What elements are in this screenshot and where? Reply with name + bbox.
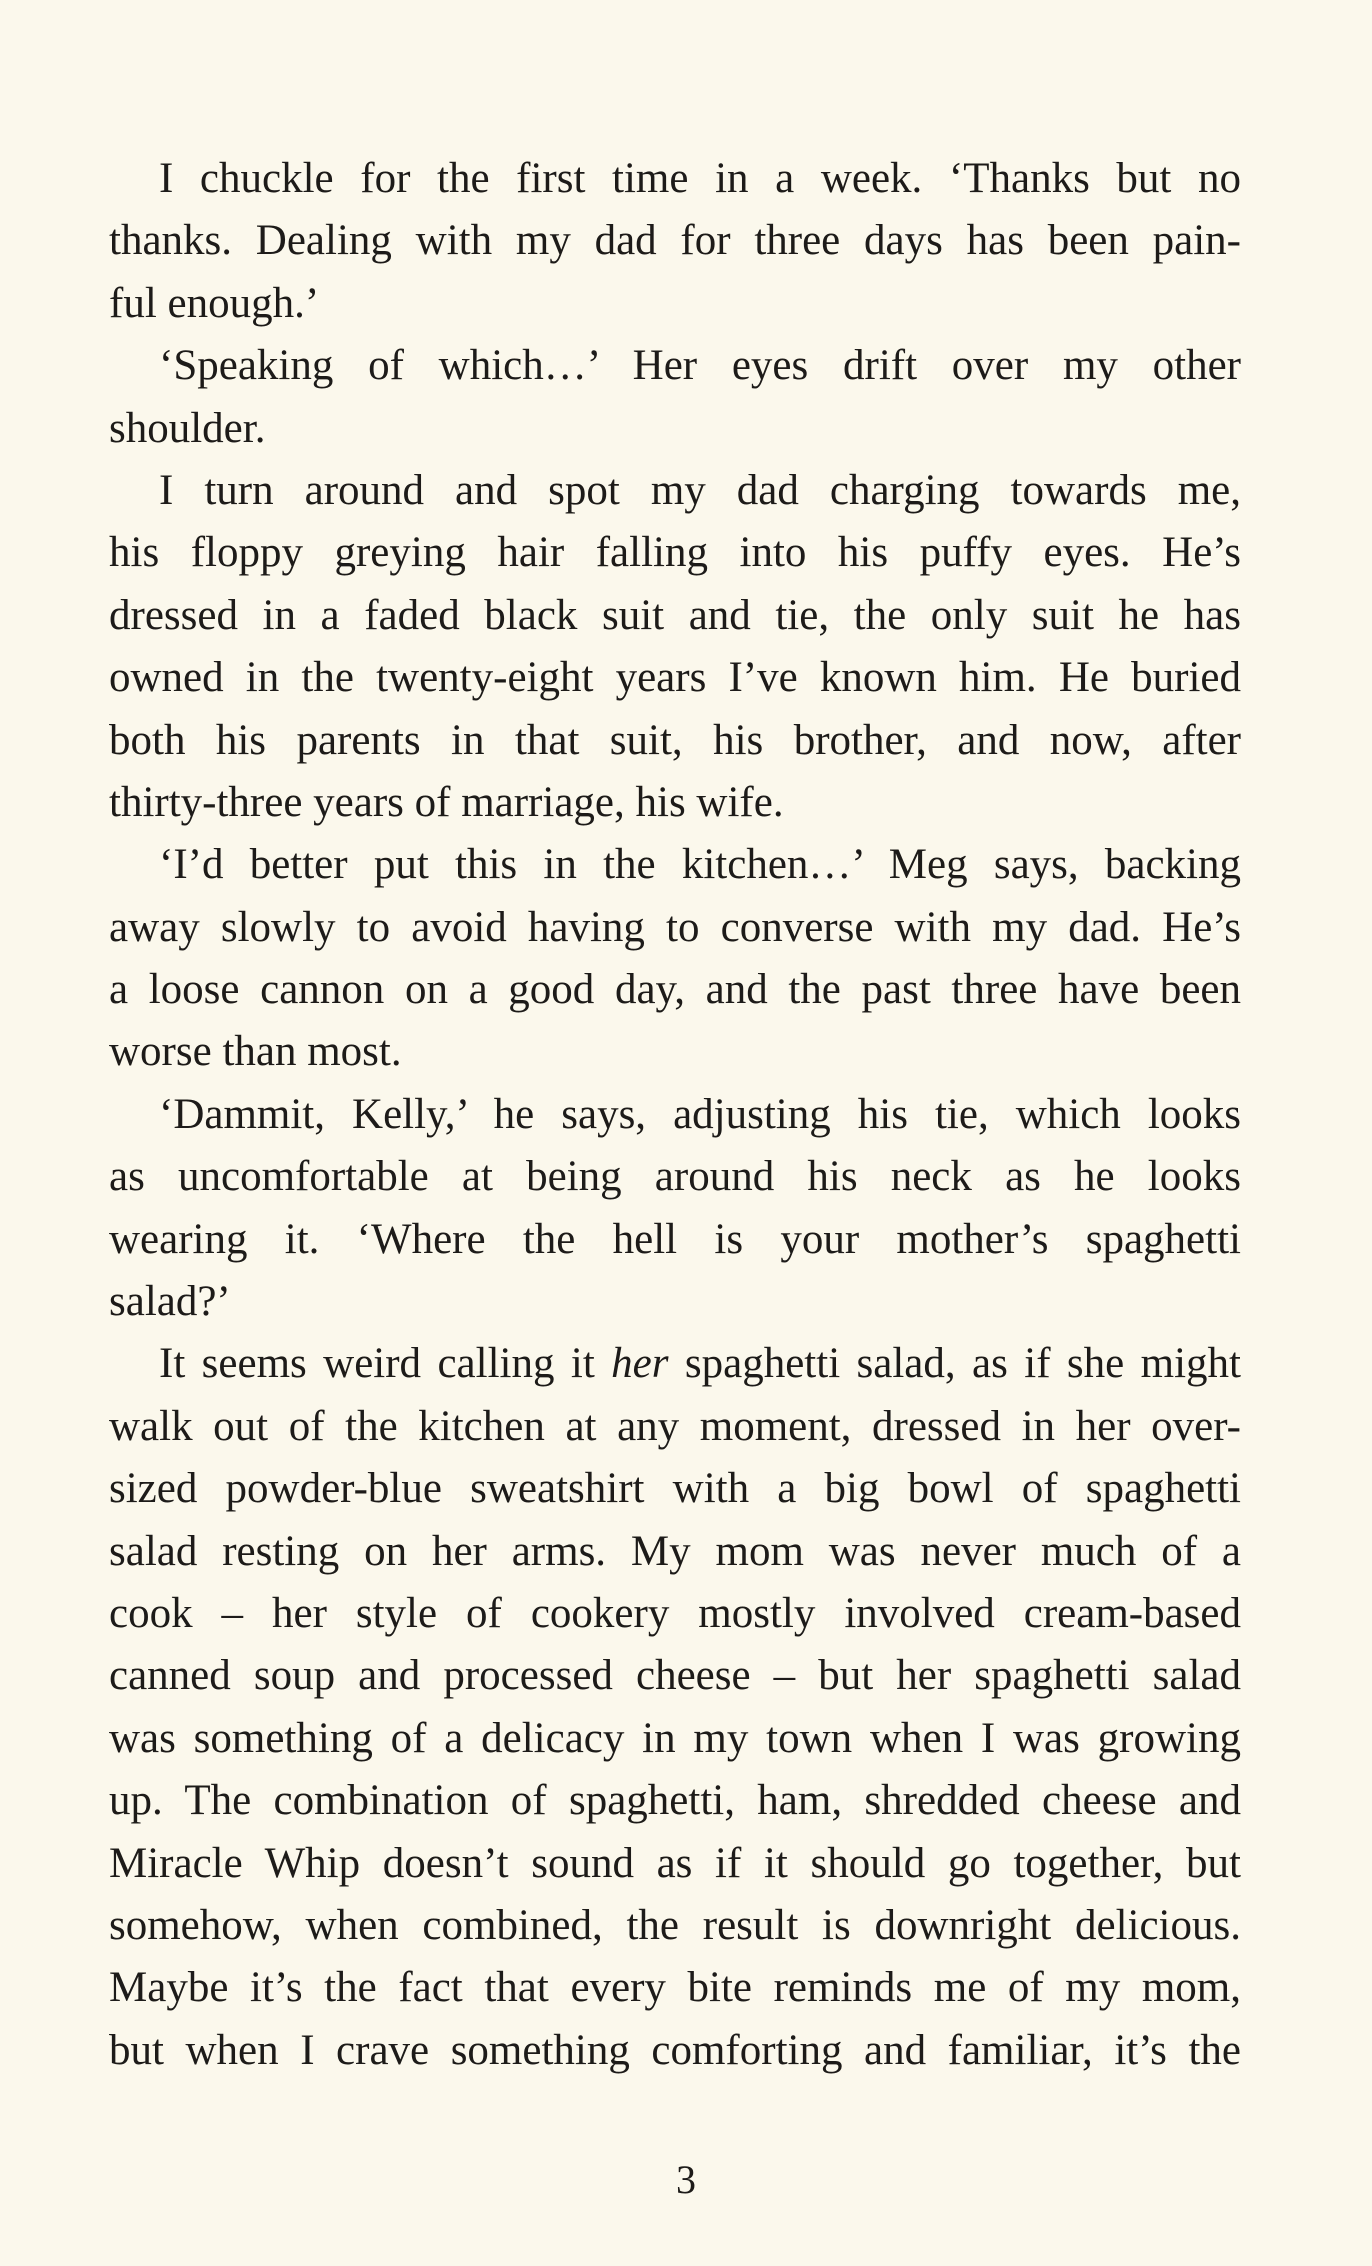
text-line: salad?’: [109, 1278, 231, 1326]
text-line: ful enough.’: [109, 279, 320, 327]
text-line: owned in the twenty-eight years I’ve known him. He buried: [109, 654, 1241, 702]
text-line: ‘Speaking of which…’ Her eyes drift over my other: [159, 342, 1241, 390]
text-line: both his parents in that suit, his brother, and now, after: [109, 716, 1241, 764]
text-line: sized powder-blue sweatshirt with a big bowl of spaghetti: [109, 1465, 1241, 1513]
text-line: walk out of the kitchen at any moment, dressed in her over-: [109, 1402, 1241, 1450]
page-number: 3: [676, 2157, 696, 2202]
text-line: ‘Dammit, Kelly,’ he says, adjusting his tie, which looks: [159, 1090, 1241, 1138]
text-line: up. The combination of spaghetti, ham, shredded cheese and: [109, 1777, 1241, 1825]
text-line: cook – her style of cookery mostly involved cream-based: [109, 1589, 1241, 1637]
text-line: thanks. Dealing with my dad for three days has been pain-: [109, 217, 1241, 265]
emphasized-word: her: [611, 1340, 669, 1388]
text-line: ‘I’d better put this in the kitchen…’ Meg says, backing: [159, 841, 1241, 889]
body-text: [109, 148, 1241, 2082]
text-line: somehow, when combined, the result is downright delicious.: [109, 1901, 1241, 1949]
text-line: as uncomfortable at being around his neck as he looks: [109, 1153, 1241, 1201]
text-line: I turn around and spot my dad charging towards me,: [159, 466, 1241, 514]
text-line: canned soup and processed cheese – but her spaghetti salad: [109, 1652, 1241, 1700]
text-line: salad resting on her arms. My mom was never much of a: [109, 1527, 1241, 1575]
text-line: but when I crave something comforting and familiar, it’s the: [109, 2026, 1241, 2074]
text-line: away slowly to avoid having to converse with my dad. He’s: [109, 903, 1241, 951]
text-line: was something of a delicacy in my town when I was growing: [109, 1714, 1241, 1762]
text-line: a loose cannon on a good day, and the past three have been: [109, 966, 1241, 1014]
text-line: shoulder.: [109, 404, 266, 452]
text-line: wearing it. ‘Where the hell is your mother’s spaghetti: [109, 1215, 1241, 1263]
text-line: Maybe it’s the fact that every bite reminds me of my mom,: [109, 1964, 1241, 2012]
text-line: [109, 1333, 1241, 1395]
text-line: worse than most.: [109, 1028, 402, 1076]
text-segment: spaghetti salad, as if she might: [668, 1340, 1241, 1388]
text-line: Miracle Whip doesn’t sound as if it should go together, but: [109, 1839, 1241, 1887]
text-line: I chuckle for the first time in a week. ‘Thanks but no: [159, 155, 1241, 202]
text-line: dressed in a faded black suit and tie, the only suit he has: [109, 591, 1241, 639]
text-line: thirty-three years of marriage, his wife.: [109, 778, 784, 826]
text-line: his floppy greying hair falling into his puffy eyes. He’s: [109, 529, 1241, 577]
text-segment: It seems weird calling it: [159, 1340, 612, 1388]
